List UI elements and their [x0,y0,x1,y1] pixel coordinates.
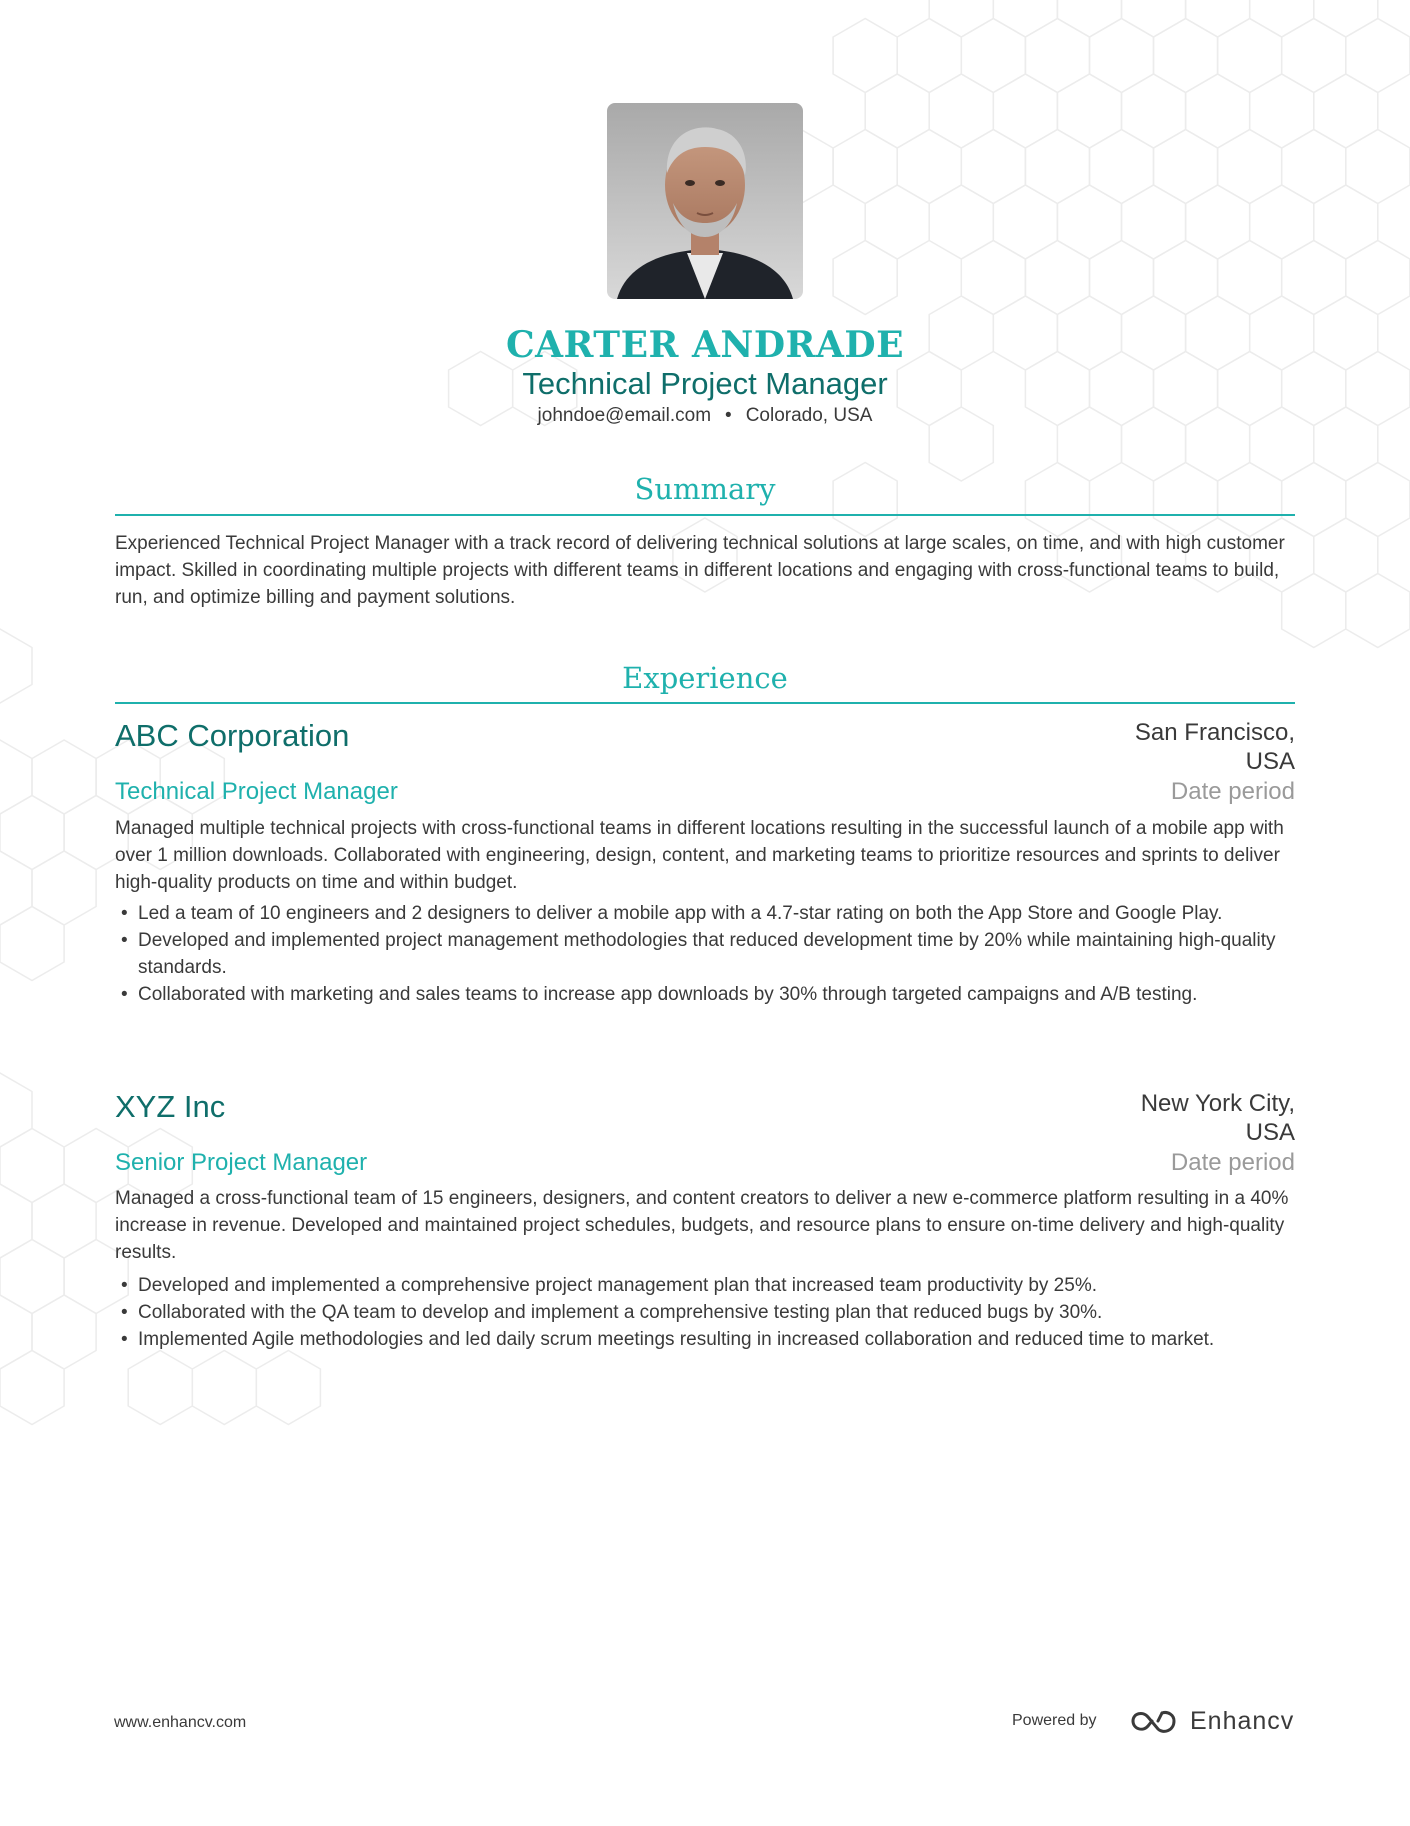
job-location-line2: USA [1245,748,1295,775]
enhancv-logo-text: Enhancv [1190,1707,1295,1735]
job-role: Senior Project Manager [115,1149,368,1176]
job-bullet: • Collaborated with the QA team to develop and implement a comprehensive testing plan that reduced bugs by 30%. [115,1299,1295,1326]
summary-divider [115,514,1295,516]
website-link[interactable]: www.enhancv.com [114,1714,247,1731]
job-role: Technical Project Manager [115,778,398,805]
job-dates: Date period [1170,778,1295,805]
job-bullet: • Developed and implemented a comprehensive project management plan that increased team productivity by 25%. [115,1272,1295,1299]
candidate-name: CARTER ANDRADE [505,324,905,366]
enhancv-logo-icon [1130,1707,1178,1735]
company-name: ABC Corporation [115,718,350,753]
job-location-line2: USA [1245,1119,1295,1146]
job-location [1055,1089,1295,1147]
location-text: Colorado, USA [745,405,873,426]
job-dates: Date period [1170,1149,1295,1176]
job-location [1055,718,1295,776]
job-bullet: • Collaborated with marketing and sales teams to increase app downloads by 30% through targeted campaigns and A/B testing. [115,981,1295,1008]
job-bullet: • Developed and implemented project management methodologies that reduced development time by 20% while maintaining high-quality standards. [115,927,1295,981]
job-bullet-list [115,900,1295,1008]
summary-text: Experienced Technical Project Manager with a track record of delivering technical solutions at large scales, on time, and with high customer impact. Skilled in coordinating multiple projects with different teams in different locations and engaging with cross-functional teams to build, run, and optimize billing and payment solutions. [115,533,1285,608]
experience-section-title: Experience [622,661,788,695]
job-bullet: • Implemented Agile methodologies and led daily scrum meetings resulting in increased collaboration and reduced time to market. [115,1326,1295,1353]
job-description: Managed multiple technical projects with cross-functional teams in different locations resulting in the successful launch of a mobile app with over 1 million downloads. Collaborated with engineering, design, content, and marketing teams to prioritize resources and sprints to deliver high-quality products on time and within budget. [115,818,1284,893]
experience-divider [115,702,1295,704]
job-location-line1: New York City, [1140,1090,1295,1117]
job-bullet-list [115,1272,1295,1353]
candidate-headline: Technical Project Manager [522,366,888,401]
job-bullet: • Led a team of 10 engineers and 2 designers to deliver a mobile app with a 4.7-star rating on both the App Store and Google Play. [115,900,1295,927]
company-name: XYZ Inc [115,1089,226,1124]
contact-separator: • [725,405,732,426]
profile-photo [607,103,803,299]
job-description: Managed a cross-functional team of 15 engineers, designers, and content creators to deliver a new e-commerce platform resulting in a 40% increase in revenue. Developed and maintained project schedules, budgets, and resource plans to ensure on-time delivery and high-quality results. [115,1188,1289,1263]
powered-by-label: Powered by [1012,1712,1097,1729]
email-text: johndoe@email.com [537,405,712,426]
enhancv-logo[interactable] [1130,1704,1295,1738]
job-location-line1: San Francisco, [1134,719,1295,746]
contact-line [115,403,1295,429]
summary-section-title: Summary [634,472,776,506]
